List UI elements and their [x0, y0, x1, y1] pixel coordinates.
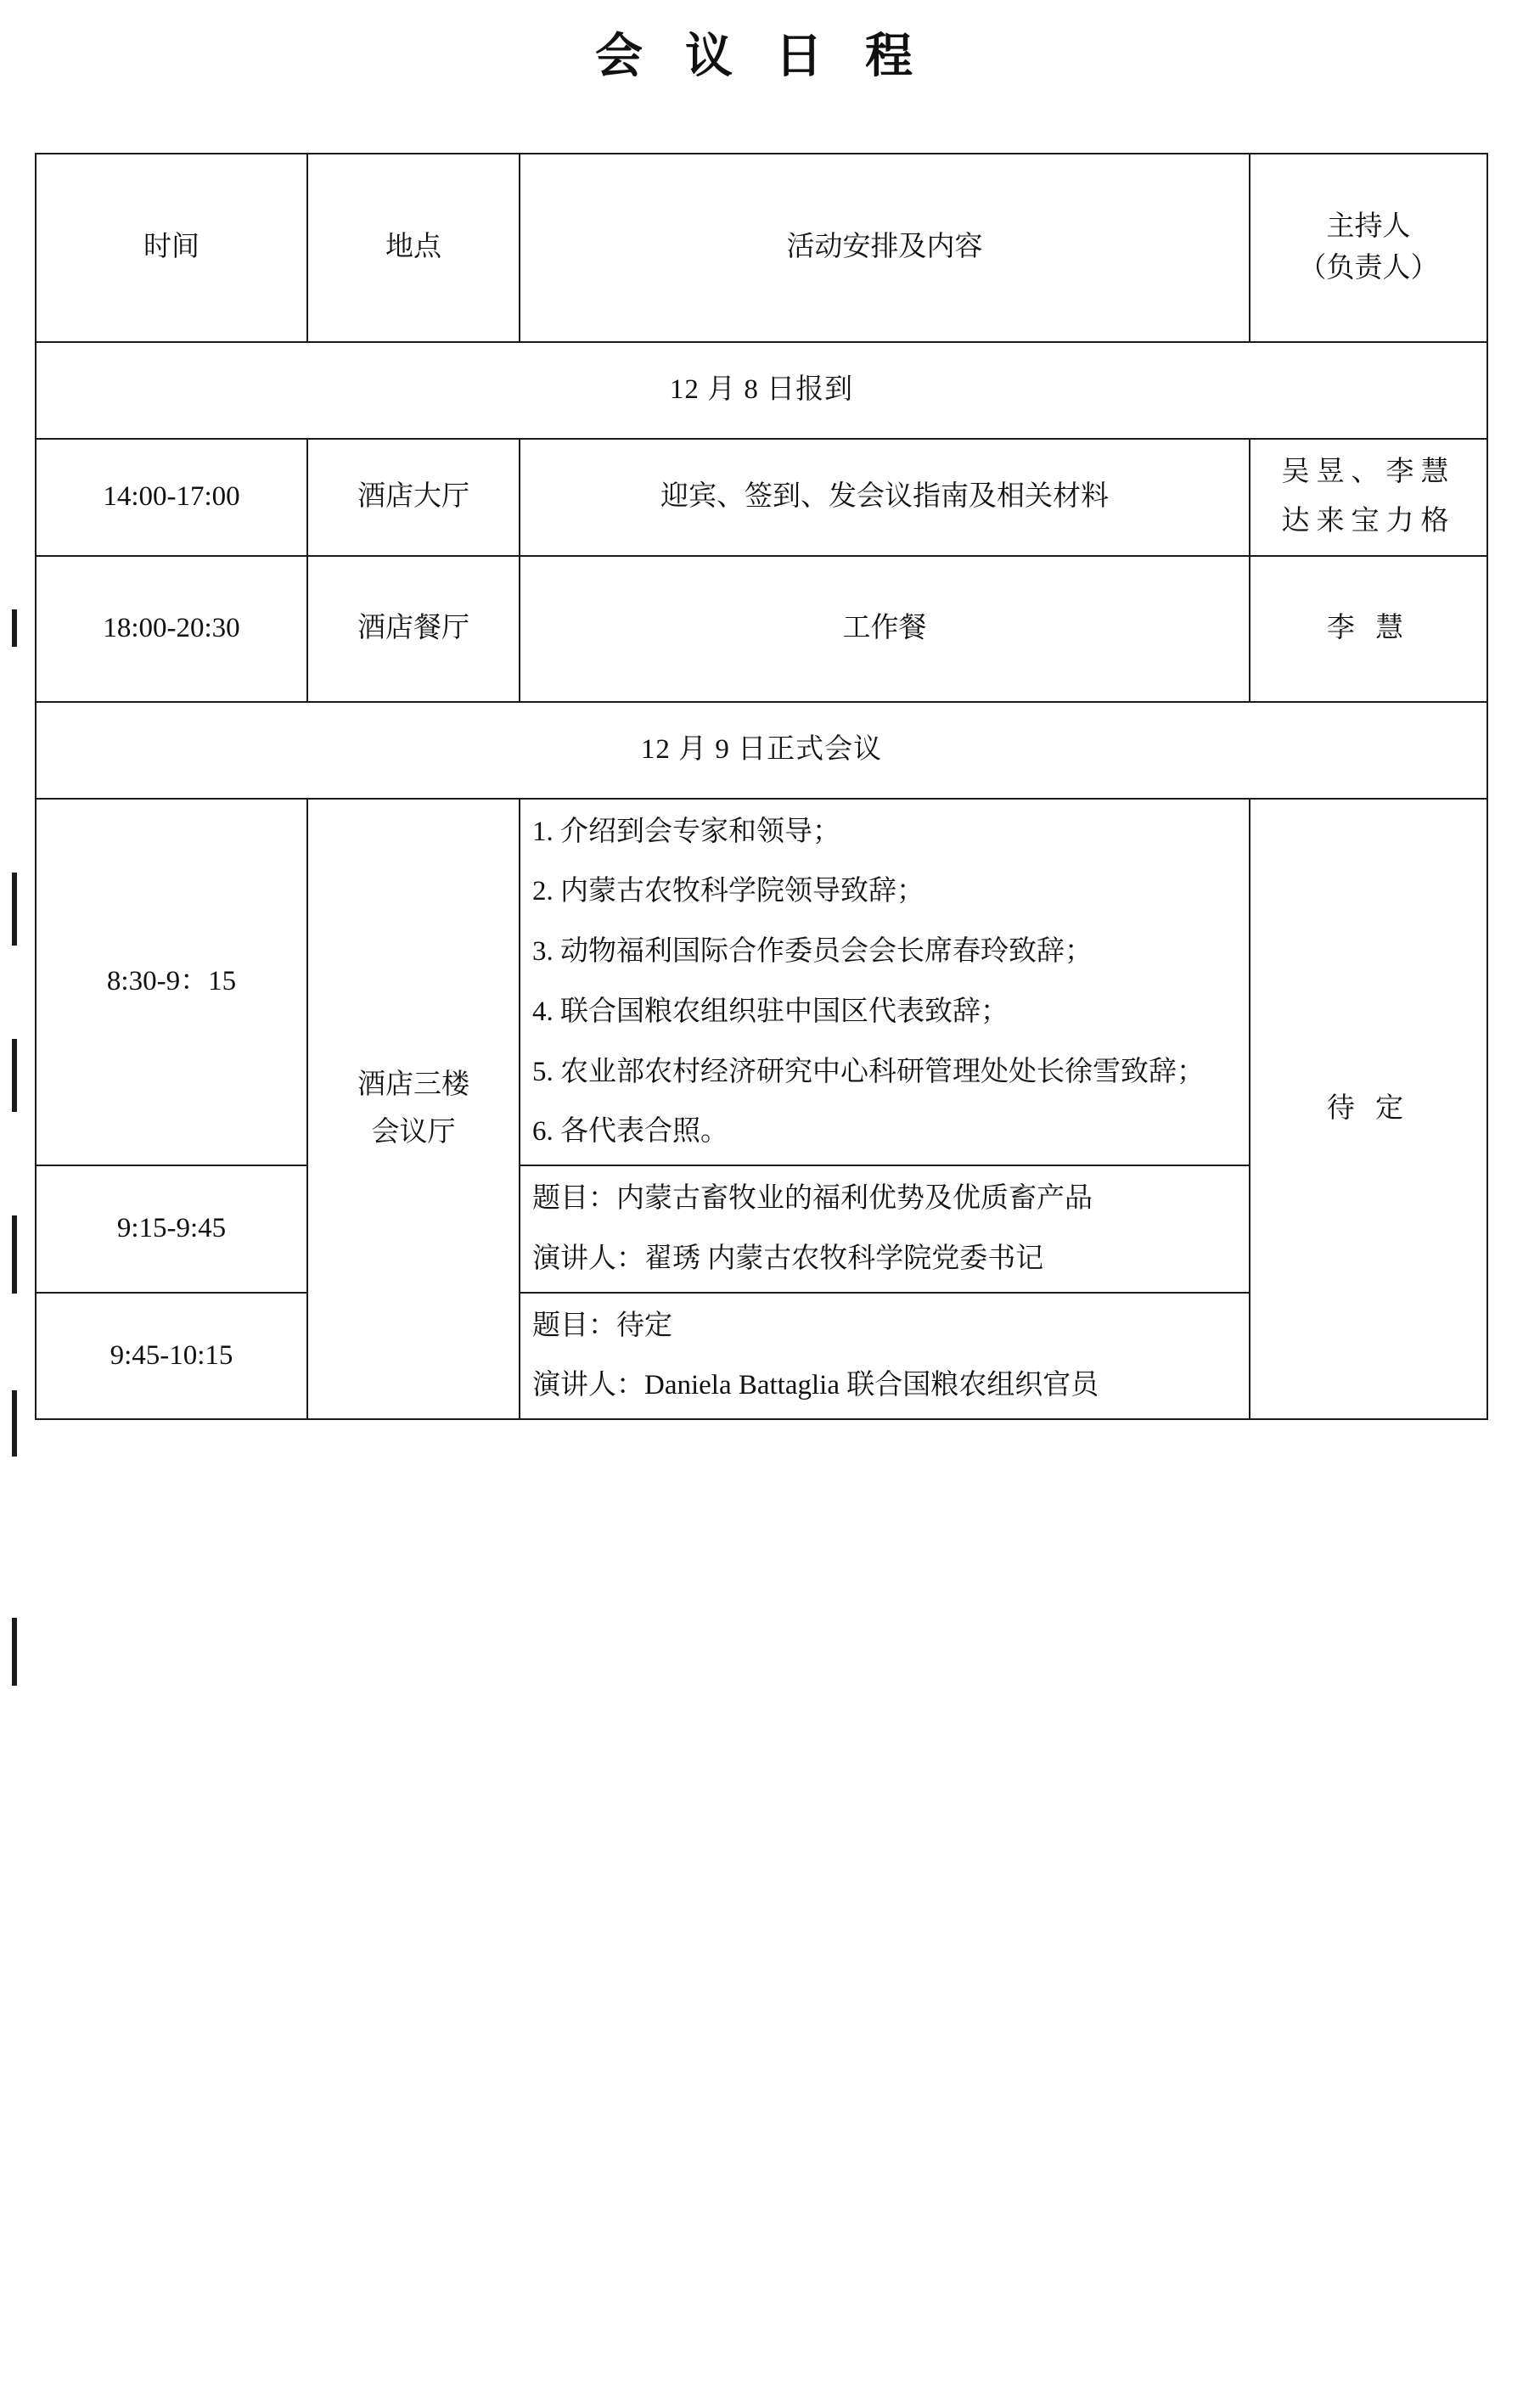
table-row — [36, 556, 1487, 702]
cell-time: 9:45-10:15 — [36, 1293, 307, 1420]
page-title: 会 议 日 程 — [595, 31, 928, 83]
cell-content — [520, 1165, 1250, 1293]
section-header-day2 — [36, 702, 1487, 799]
cell-content: 迎宾、签到、发会议指南及相关材料 — [520, 439, 1250, 556]
cell-host-line2: 达来宝力格 — [1281, 505, 1456, 536]
content-item: 演讲人：翟琇 内蒙古农牧科学院党委书记 — [532, 1243, 1044, 1274]
cell-place: 酒店大厅 — [307, 439, 520, 556]
cell-time: 14:00-17:00 — [36, 439, 307, 556]
binder-mark — [12, 1618, 17, 1686]
cell-time: 8:30-9：15 — [36, 799, 307, 1166]
binder-mark — [12, 1215, 17, 1294]
column-header-time: 时间 — [36, 154, 307, 342]
content-item: 2. 内蒙古农牧科学院领导致辞； — [532, 876, 924, 907]
column-header-host-line2: （负责人） — [1298, 253, 1439, 283]
content-item: 4. 联合国粮农组织驻中国区代表致辞； — [532, 996, 1009, 1027]
column-header-host-line1: 主持人 — [1326, 210, 1411, 242]
cell-content: 工作餐 — [520, 556, 1250, 702]
table-header-row — [36, 154, 1487, 342]
table-row — [36, 799, 1487, 1166]
cell-time: 18:00-20:30 — [36, 556, 307, 702]
column-header-place: 地点 — [307, 154, 520, 342]
binder-mark — [12, 873, 17, 946]
section-label-day2: 12 月 9 日正式会议 — [36, 702, 1487, 799]
cell-content — [520, 799, 1250, 1166]
content-item: 3. 动物福利国际合作委员会会长席春玲致辞； — [532, 936, 1093, 967]
content-item: 5. 农业部农村经济研究中心科研管理处处长徐雪致辞； — [532, 1056, 1205, 1087]
cell-host: 李 慧 — [1250, 556, 1487, 702]
content-item: 演讲人：Daniela Battaglia 联合国粮农组织官员 — [532, 1370, 1099, 1401]
cell-host-line1: 吴昱、李慧 — [1281, 457, 1456, 487]
cell-host: 待 定 — [1250, 799, 1487, 1420]
content-item: 题目：内蒙古畜牧业的福利优势及优质畜产品 — [532, 1183, 1093, 1214]
column-header-content: 活动安排及内容 — [520, 154, 1250, 342]
binder-mark — [12, 1039, 17, 1112]
schedule-table — [35, 153, 1488, 1420]
cell-place-line2: 会议厅 — [371, 1117, 456, 1148]
column-header-host — [1250, 154, 1487, 342]
cell-host — [1250, 439, 1487, 556]
content-item: 6. 各代表合照。 — [532, 1116, 728, 1148]
section-header-day1 — [36, 342, 1487, 439]
cell-place — [307, 799, 520, 1420]
binder-mark — [12, 609, 17, 647]
binder-mark — [12, 1390, 17, 1457]
cell-time: 9:15-9:45 — [36, 1165, 307, 1293]
content-item: 题目：待定 — [532, 1310, 672, 1341]
section-label-day1: 12 月 8 日报到 — [36, 342, 1487, 439]
cell-place: 酒店餐厅 — [307, 556, 520, 702]
content-item: 1. 介绍到会专家和领导； — [532, 816, 840, 847]
table-row — [36, 439, 1487, 556]
cell-place-line1: 酒店三楼 — [357, 1069, 469, 1101]
cell-content — [520, 1293, 1250, 1420]
